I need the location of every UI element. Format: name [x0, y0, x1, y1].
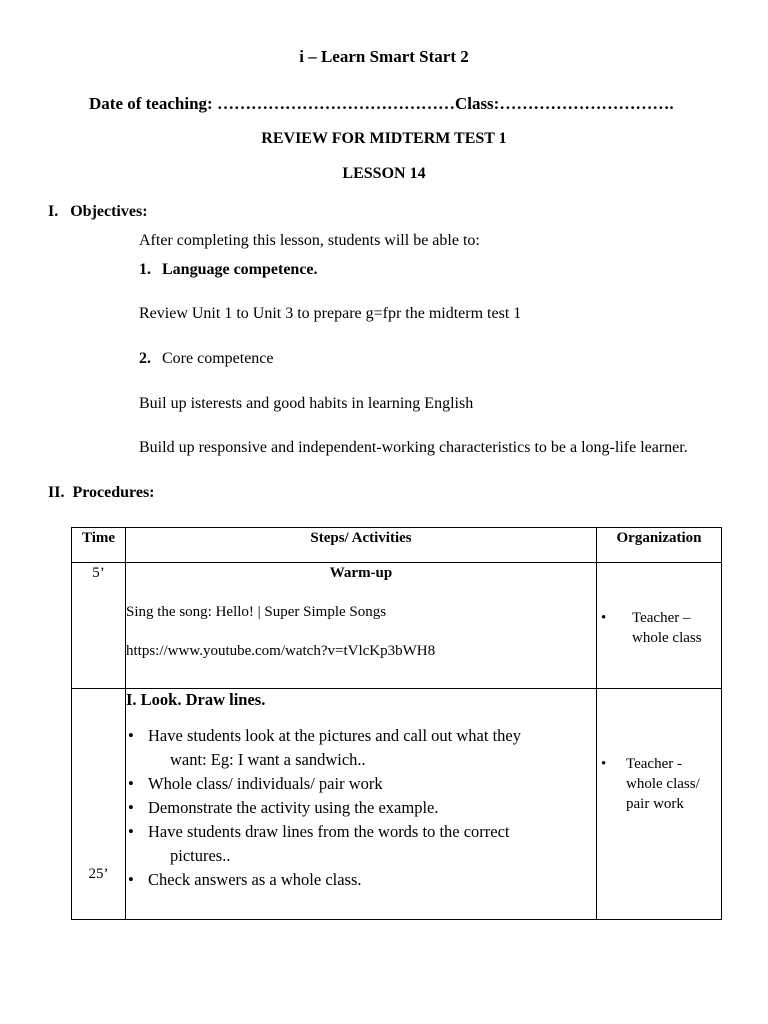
language-competence-text: Review Unit 1 to Unit 3 to prepare g=fpr the midterm test 1 [139, 305, 522, 322]
procedures-table [71, 527, 722, 920]
row2-title: I. Look. Draw lines. [126, 690, 266, 709]
row1-time: 5’ [72, 563, 126, 689]
row2-org-line-3: pair work [626, 796, 684, 812]
date-class-line: Date of teaching: ……………………………………Class:…………………………. [89, 94, 674, 113]
list-item-continuation: pictures.. [170, 846, 231, 865]
list-item: • Have students look at the pictures and call out what they [148, 724, 596, 748]
row2-time: 25’ [72, 689, 126, 920]
row1-organization [597, 563, 722, 689]
list-item: • Have students draw lines from the words to the correct [148, 820, 596, 844]
row2-activities [126, 689, 597, 920]
bullet-icon: • [601, 756, 607, 772]
table-row [72, 563, 722, 689]
list-item: • Check answers as a whole class. [148, 868, 596, 892]
objectives-heading: I. Objectives: [48, 203, 148, 220]
procedures-heading: II. Procedures: [48, 484, 155, 501]
row1-org-line-2: whole class [632, 630, 702, 646]
lesson-title: LESSON 14 [342, 165, 426, 182]
list-item: • Demonstrate the activity using the example. [148, 796, 596, 820]
row1-activities [126, 563, 597, 689]
row1-line-2: https://www.youtube.com/watch?v=tVlcKp3bWH8 [126, 643, 436, 659]
core-competence-text-1: Buil up isterests and good habits in learning English [139, 395, 474, 412]
list-item-continuation: want: Eg: I want a sandwich.. [170, 750, 366, 769]
column-header-time: Time [72, 528, 126, 563]
core-competence-label: Core competence [162, 350, 274, 367]
row2-org-line-1: Teacher - [626, 756, 682, 772]
table-row [72, 689, 722, 920]
row1-line-1: Sing the song: Hello! | Super Simple Songs [126, 604, 387, 620]
row1-title: Warm-up [329, 565, 393, 581]
core-competence-text-2: Build up responsive and independent-working characteristics to be a long-life learner. [139, 439, 688, 456]
row2-bullet-list [126, 724, 596, 892]
row2-org-line-2: whole class/ [626, 776, 700, 792]
language-competence-label: Language competence. [162, 261, 318, 278]
core-competence-number: 2. [139, 350, 151, 367]
list-item: • Whole class/ individuals/ pair work [148, 772, 596, 796]
table-header-row [72, 528, 722, 563]
column-header-steps: Steps/ Activities [126, 528, 597, 563]
objectives-intro: After completing this lesson, students will be able to: [139, 232, 480, 249]
bullet-icon: • [601, 610, 607, 626]
row2-organization [597, 689, 722, 920]
doc-title: i – Learn Smart Start 2 [299, 47, 469, 66]
row1-org-line-1: Teacher – [632, 610, 691, 626]
column-header-organization: Organization [597, 528, 722, 563]
review-title: REVIEW FOR MIDTERM TEST 1 [261, 130, 507, 147]
language-competence-number: 1. [139, 261, 151, 278]
